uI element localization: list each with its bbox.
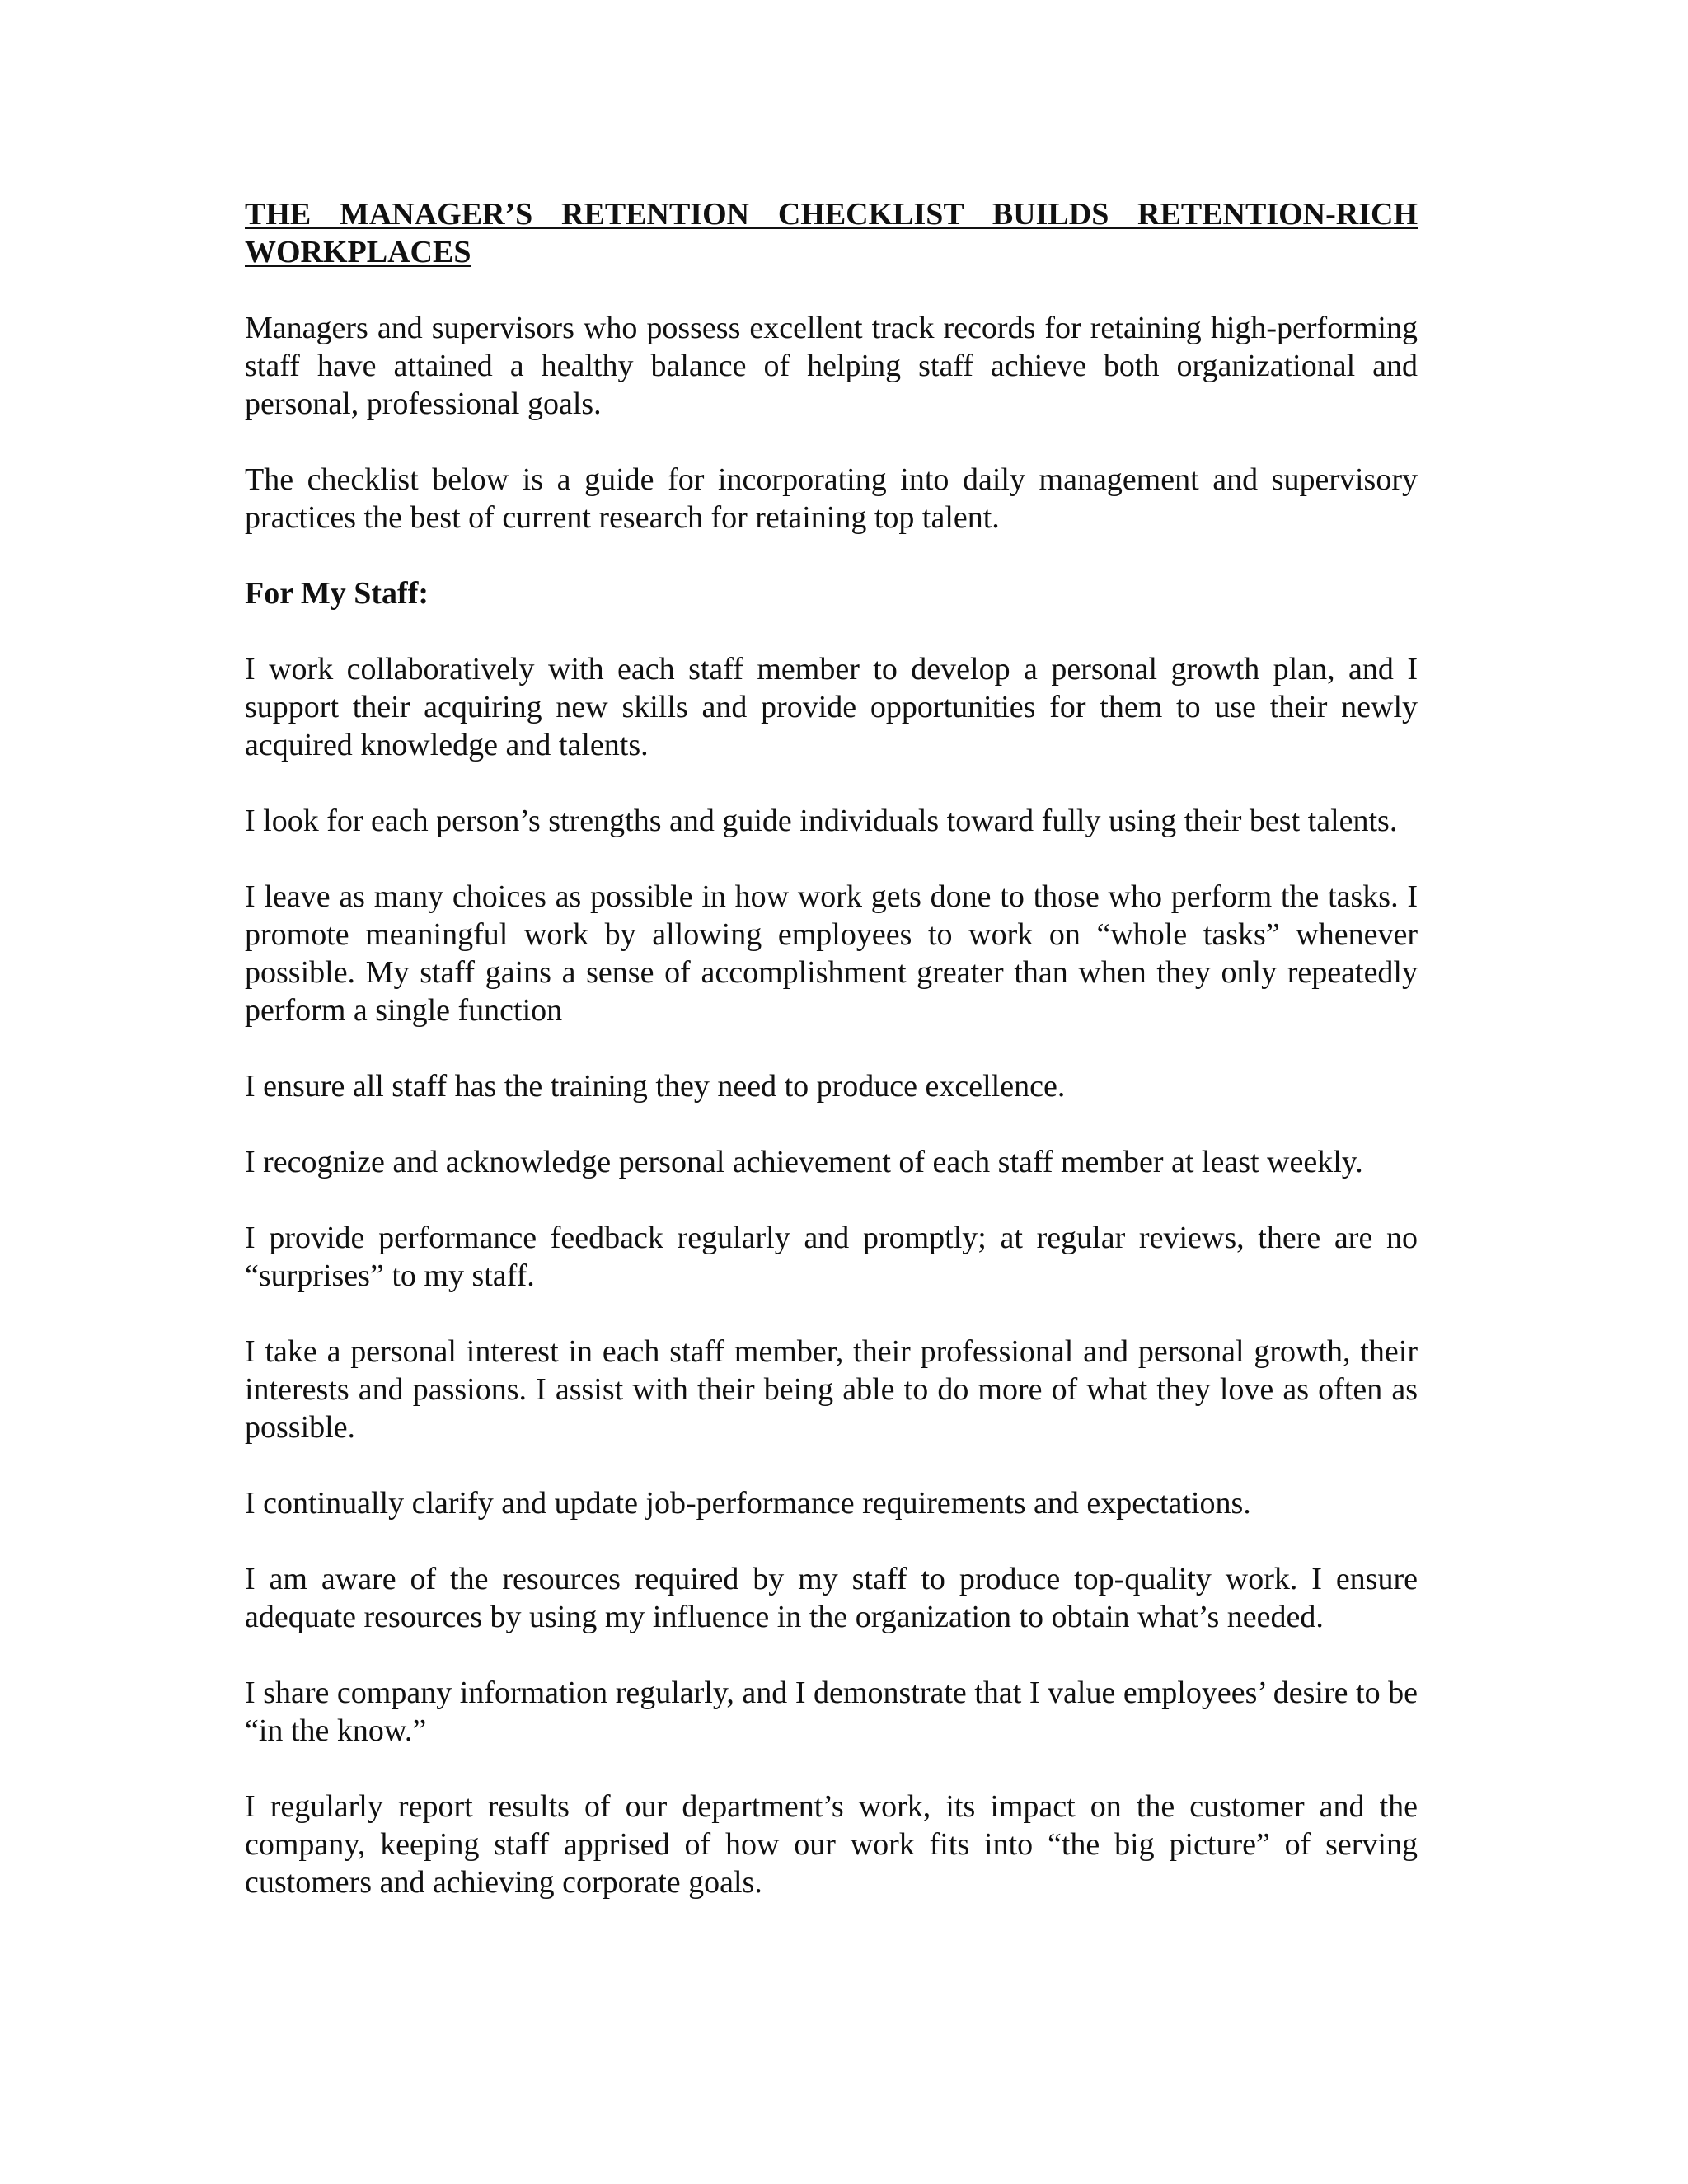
section-heading: For My Staff: [245, 576, 429, 611]
checklist-item: I share company information regularly, and I demonstrate that I value employees’ desire to be “in the know.” [245, 1675, 1418, 1748]
checklist-item: I take a personal interest in each staff member, their professional and personal growth, their interests and passions. I assist with their being able to do more of what they love as often as possible. [245, 1334, 1418, 1445]
checklist-item: I look for each person’s strengths and guide individuals toward fully using their best talents. [245, 804, 1398, 838]
document-body [245, 195, 1418, 1939]
intro-paragraph-1: Managers and supervisors who possess excellent track records for retaining high-performing staff have attained a healthy balance of helping staff achieve both organizational and personal, professional goals. [245, 311, 1418, 421]
document-title: THE MANAGER’S RETENTION CHECKLIST BUILDS RETENTION-RICH WORKPLACES [245, 197, 1418, 269]
checklist-item: I work collaboratively with each staff member to develop a personal growth plan, and I support their acquiring new skills and provide opportunities for them to use their newly acquired knowledge and talents. [245, 652, 1418, 762]
checklist-item: I provide performance feedback regularly and promptly; at regular reviews, there are no “surprises” to my staff. [245, 1221, 1418, 1293]
intro-paragraph-2: The checklist below is a guide for incorporating into daily management and supervisory practices the best of current research for retaining top talent. [245, 462, 1418, 535]
checklist-item: I ensure all staff has the training they need to produce excellence. [245, 1069, 1066, 1104]
checklist-item: I leave as many choices as possible in how work gets done to those who perform the tasks. I promote meaningful work by allowing employees to work on “whole tasks” whenever possible. My staff gains a sense of accomplishment greater than when they only repeatedly perform a single function [245, 879, 1418, 1028]
checklist-item: I am aware of the resources required by my staff to produce top-quality work. I ensure adequate resources by using my influence in the organization to obtain what’s needed. [245, 1562, 1418, 1634]
checklist-item: I continually clarify and update job-performance requirements and expectations. [245, 1486, 1251, 1521]
checklist-item: I regularly report results of our department’s work, its impact on the customer and the company, keeping staff apprised of how our work fits into “the big picture” of serving customers and achieving corporate goals. [245, 1789, 1418, 1900]
checklist-item: I recognize and acknowledge personal achievement of each staff member at least weekly. [245, 1145, 1363, 1179]
